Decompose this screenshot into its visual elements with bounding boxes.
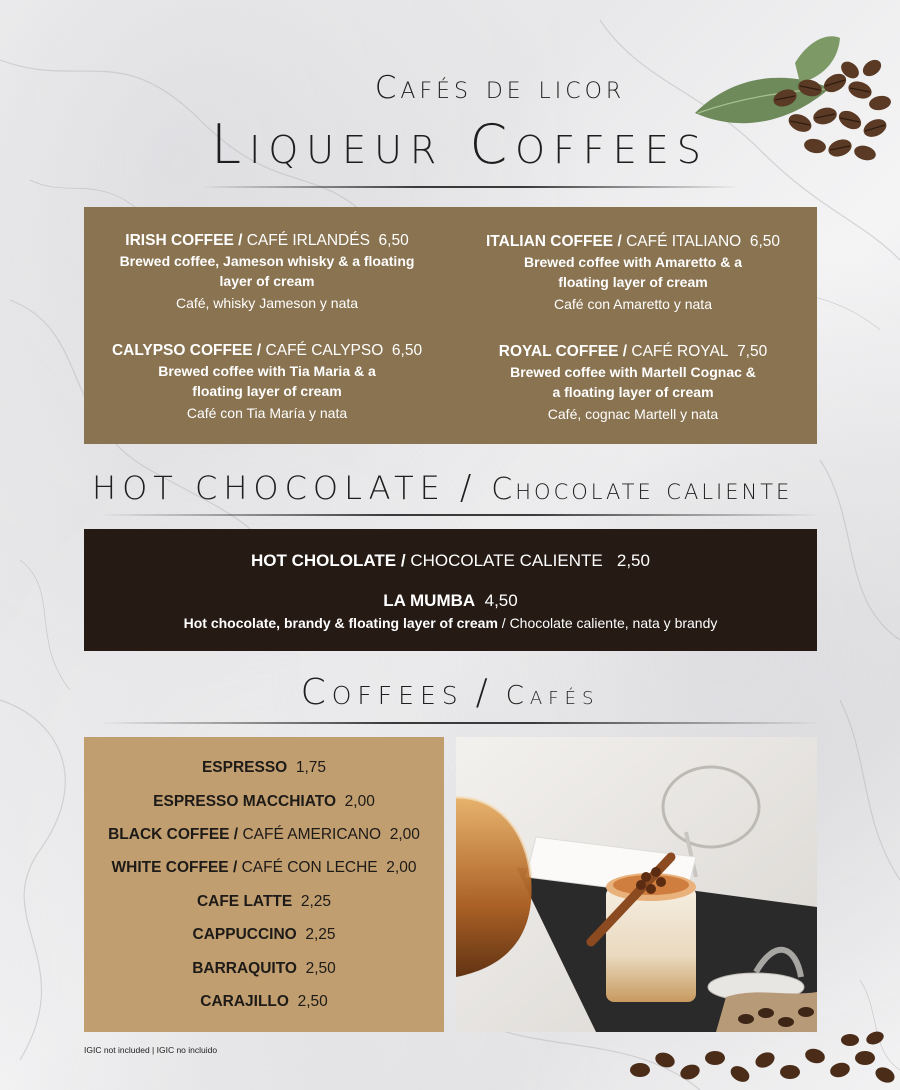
price: 6,50 <box>378 232 409 249</box>
hot-chocolate-heading: HOT CHOCOLATE / Chocolate caliente <box>92 468 793 508</box>
menu-item-carajillo: CARAJILLO 2,50 <box>200 993 328 1010</box>
menu-item-white-coffee: WHITE COFFEE / CAFÉ CON LECHE 2,00 <box>111 859 417 876</box>
price: 7,50 <box>737 343 768 360</box>
hot-chocolate-panel <box>84 529 817 651</box>
coffees-panel <box>84 737 444 1032</box>
liqueur-coffees-panel <box>84 207 817 444</box>
menu-item-hot-chocolate: HOT CHOLOLATE / CHOCOLATE CALIENTE 2,50 <box>251 551 650 570</box>
price: 4,50 <box>484 591 518 610</box>
dessert-coffee-photo <box>456 737 817 1032</box>
menu-item-espresso: ESPRESSO 1,75 <box>201 759 327 776</box>
menu-item-espresso-macchiato: ESPRESSO MACCHIATO 2,00 <box>153 793 375 810</box>
menu-item-barraquito: BARRAQUITO 2,50 <box>192 960 336 977</box>
title-spanish: Cafés de licor <box>374 70 626 106</box>
hot-chocolate-divider <box>100 514 820 516</box>
title-english: Liqueur Coffees <box>211 113 709 176</box>
coffee-beans-pile-icon <box>620 1030 900 1090</box>
menu-item-cappuccino: CAPPUCCINO 2,25 <box>192 926 336 943</box>
menu-item-irish-coffee: IRISH COFFEE / CAFÉ IRLANDÉS 6,50 Brewed coffee, Jameson whisky & a floating layer of cream Café, whisky Jameson y nata <box>119 232 415 311</box>
price: 6,50 <box>391 342 423 359</box>
menu-item-calypso-coffee: CALYPSO COFFEE / CAFÉ CALYPSO 6,50 Brewed coffee with Tia Maria & a floating layer of cream Café con Tia María y nata <box>111 342 423 421</box>
coffees-heading: Coffees / Cafés <box>300 672 600 713</box>
menu-item-la-mumba: LA MUMBA 4,50 <box>383 591 518 610</box>
title-divider <box>200 186 740 188</box>
la-mumba-description: Hot chocolate, brandy & floating layer of cream / Chocolate caliente, nata y brandy <box>183 615 718 631</box>
menu-item-black-coffee: BLACK COFFEE / CAFÉ AMERICANO 2,00 <box>108 826 420 843</box>
menu-item-royal-coffee: ROYAL COFFEE / CAFÉ ROYAL 7,50 Brewed coffee with Martell Cognac & a floating layer of cream Café, cognac Martell y nata <box>498 343 768 422</box>
coffees-divider <box>100 722 820 724</box>
menu-item-italian-coffee: ITALIAN COFFEE / CAFÉ ITALIANO 6,50 Brewed coffee with Amaretto & a floating layer of cream Café con Amaretto y nata <box>486 233 780 312</box>
price: 2,50 <box>616 551 650 570</box>
tax-footnote: IGIC not included | IGIC no incluido <box>84 1045 218 1055</box>
price: 6,50 <box>749 233 780 250</box>
menu-item-cafe-latte: CAFE LATTE 2,25 <box>196 893 332 910</box>
